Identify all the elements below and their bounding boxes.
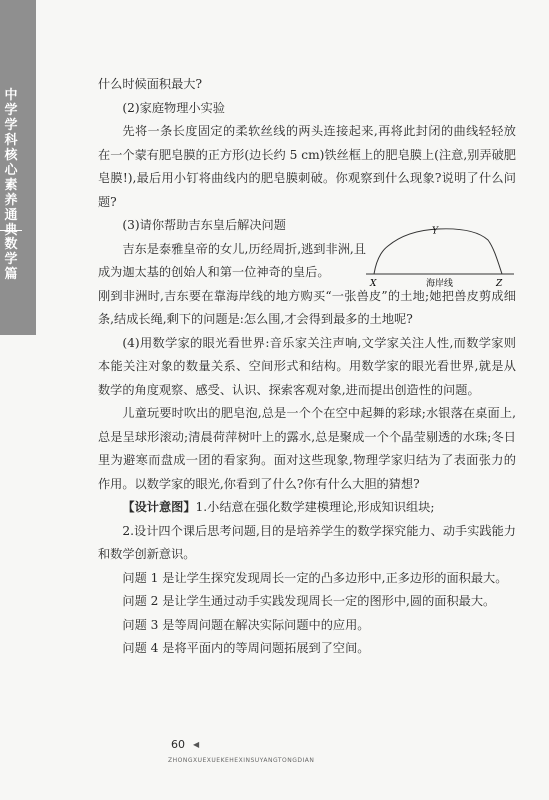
section-heading: (3)请你帮助吉东皇后解决问题 <box>122 218 286 232</box>
series-title: 中 学 学 科 核 心 素 养 通 典 <box>4 88 18 238</box>
design-intent-label: 【设计意图】 <box>122 500 196 514</box>
paragraph: 吉东是泰雅皇帝的女儿,历经周折,逃到非洲,且成为迦太基的创始人和第一位神奇的皇后。 <box>98 241 366 279</box>
paragraph: 问题 1 是让学生探究发现周长一定的凸多边形中,正多边形的面积最大。 <box>122 570 508 585</box>
page-number: 60 <box>171 738 185 751</box>
side-tab <box>0 0 36 335</box>
page-content <box>98 73 516 661</box>
paragraph: 什么时候面积最大? <box>98 77 203 91</box>
page-marker-icon: ◀ <box>193 740 200 749</box>
label-x: X <box>370 278 377 288</box>
label-y: Y <box>432 226 438 237</box>
label-z: Z <box>496 278 503 288</box>
figure-row <box>98 226 516 288</box>
paragraph: 刚到非洲时,吉东要在靠海岸线的地方购买“一张兽皮”的土地;她把兽皮剪成细条,结成长绳,剩下的问题是:怎么围,才会得到最多的土地呢? <box>98 288 516 326</box>
coastline-diagram <box>366 226 516 288</box>
section-heading: (2)家庭物理小实验 <box>122 100 225 115</box>
paragraph: 问题 2 是让学生通过动手实践发现周长一定的图形中,圆的面积最大。 <box>122 594 496 608</box>
coast-label: 海岸线 <box>426 278 454 288</box>
paragraph: (4)用数学家的眼光看世界:音乐家关注声响,文学家关注人性,而数学家则本能关注对象的数量关系、空间形式和结构。用数学家的眼光看世界,就是从数学的角度观察、感受、认识、探索客观对象,进而提出创造性的问题。 <box>98 335 516 397</box>
paragraph: 先将一条长度固定的柔软丝线的两头连接起来,再将此封闭的曲线轻轻放在一个蒙有肥皂膜的正方形(边长约 5 cm)铁丝框上的肥皂膜上(注意,别弄破肥皂膜!),最后用小钉将曲线内的肥皂膜刺破。你观察到什么现象?说明了什么问题? <box>98 124 516 209</box>
design-intent <box>98 496 516 520</box>
volume-title: 数 学 篇 <box>0 230 22 282</box>
paragraph: 问题 3 是等周问题在解决实际问题中的应用。 <box>122 617 370 632</box>
paragraph: 问题 4 是将平面内的等周问题拓展到了空间。 <box>122 641 370 655</box>
paragraph: 儿童玩要时吹出的肥皂泡,总是一个个在空中起舞的彩球;水银落在桌面上,总是呈球形滚动;清晨荷萍树叶上的露水,总是聚成一个个晶莹剔透的水珠;冬日里为避寒而盘成一团的看家狗。面对这些现象,物理学家归结为了表面张力的作用。以数学家的眼光,你看到了什么?你有什么大胆的猜想? <box>98 406 516 491</box>
footer-pinyin: ZHONGXUEXUEKEHEXINSUYANGTONGDIAN <box>168 757 315 764</box>
boundary-curve <box>374 228 502 273</box>
design-intent-text: 1.小结意在强化数学建模理论,形成知识组块; <box>195 500 435 514</box>
paragraph: 2.设计四个课后思考问题,目的是培养学生的数学探究能力、动手实践能力和数学创新意识。 <box>98 523 516 561</box>
